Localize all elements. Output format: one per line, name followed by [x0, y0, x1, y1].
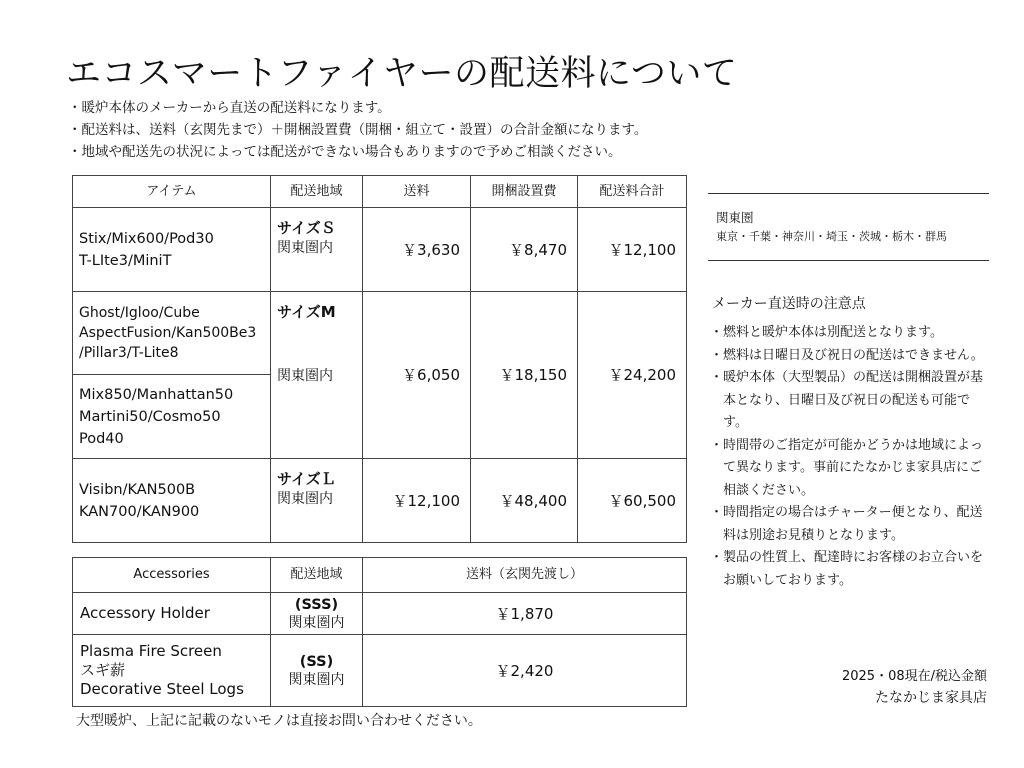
item-names: [73, 635, 271, 707]
area-cell: [271, 292, 363, 459]
item-names: [73, 292, 271, 375]
item-names: [73, 459, 271, 543]
intro-notes: [68, 97, 647, 163]
intro-note: ・地域や配送先の状況によっては配送ができない場合もありますので予めご相談ください。: [68, 144, 622, 160]
item-name: Accessory Holder: [80, 604, 210, 622]
header-accessories: Accessories: [73, 558, 271, 593]
setup-value: ￥48,400: [471, 459, 578, 543]
shop-name: たなかじま家具店: [875, 690, 987, 706]
area-label: 関東圏内: [277, 368, 333, 384]
area-cell: [271, 635, 363, 707]
total-value: ￥60,500: [578, 459, 687, 543]
fee-value: ￥2,420: [363, 635, 687, 707]
header-setup: 開梱設置費: [471, 176, 578, 208]
intro-note: ・暖炉本体のメーカーから直送の配送料になります。: [68, 100, 391, 116]
list-item: ・燃料と暖炉本体は別配送となります。: [710, 325, 943, 340]
shipping-fee-table: [72, 175, 687, 543]
item-name: Stix/Mix600/Pod30: [79, 230, 214, 247]
size-label: (SSS): [294, 596, 339, 613]
area-cell: [271, 208, 363, 292]
item-names: [73, 208, 271, 292]
table-row: [73, 292, 687, 375]
total-value: ￥12,100: [578, 208, 687, 292]
header-area: 配送地域: [271, 176, 363, 208]
size-label: サイズM: [277, 303, 336, 321]
item-name: Visibn/KAN500B: [79, 481, 196, 498]
setup-value: ￥18,150: [471, 292, 578, 459]
accessories-table: [72, 557, 687, 707]
header-fee: 送料: [363, 176, 471, 208]
list-item: ・暖炉本体（大型製品）の配送は開梱設置が基本となり、日曜日及び祝日の配送も可能です。: [710, 370, 984, 430]
item-name: Plasma Fire Screen: [80, 642, 222, 660]
item-name: /Pillar3/T-Lite8: [79, 345, 179, 361]
fee-value: ￥1,870: [363, 593, 687, 635]
table-row: [73, 208, 687, 292]
table-row: [73, 593, 687, 635]
item-name: AspectFusion/Kan500Be3: [79, 325, 257, 341]
size-label: サイズＬ: [277, 470, 336, 488]
table-header-row: [73, 558, 687, 593]
size-label: (SS): [299, 653, 334, 670]
fee-value: ￥6,050: [363, 292, 471, 459]
table-row: [73, 635, 687, 707]
total-value: ￥24,200: [578, 292, 687, 459]
list-item: ・時間指定の場合はチャーター便となり、配送料は別途お見積りとなります。: [710, 505, 983, 543]
area-label: 関東圏内: [277, 240, 333, 256]
area-label: 関東圏内: [288, 671, 345, 688]
intro-note: ・配送料は、送料（玄関先まで）＋開梱設置費（開梱・組立て・設置）の合計金額になります。: [68, 122, 648, 138]
item-name: Decorative Steel Logs: [80, 680, 244, 698]
kanto-title: 関東圏: [716, 210, 754, 225]
table-row: [73, 459, 687, 543]
table-header-row: [73, 176, 687, 208]
kanto-region-box: [708, 193, 989, 261]
caution-list: [710, 322, 992, 592]
date-note: 2025・08現在/税込金額: [841, 669, 987, 684]
area-cell: [271, 459, 363, 543]
header-item: アイテム: [73, 176, 271, 208]
setup-value: ￥8,470: [471, 208, 578, 292]
item-names: [73, 375, 271, 459]
fee-value: ￥3,630: [363, 208, 471, 292]
list-item: ・時間帯のご指定が可能かどうかは地域によって異なります。事前にたなかじま家具店にご相談ください。: [710, 437, 984, 498]
area-cell: [271, 593, 363, 635]
area-label: 関東圏内: [277, 491, 333, 507]
header-fee: 送料（玄関先渡し）: [363, 558, 687, 593]
item-name: Pod40: [79, 430, 124, 447]
size-label: サイズＳ: [277, 219, 336, 237]
item-name: T-LIte3/MiniT: [79, 252, 172, 269]
caution-title: メーカー直送時の注意点: [712, 296, 866, 312]
item-names: [73, 593, 271, 635]
fee-value: ￥12,100: [363, 459, 471, 543]
list-item: ・製品の性質上、配達時にお客様のお立合いをお願いしております。: [710, 550, 984, 588]
item-name: スギ薪: [80, 661, 126, 679]
header-total: 配送料合計: [578, 176, 687, 208]
footer-note: 大型暖炉、上記に記載のないモノは直接お問い合わせください。: [76, 713, 482, 729]
item-name: Martini50/Cosmo50: [79, 408, 221, 425]
header-area: 配送地域: [271, 558, 363, 593]
item-name: Mix850/Manhattan50: [79, 386, 234, 403]
page-title: エコスマートファイヤーの配送料について: [66, 54, 738, 94]
area-label: 関東圏内: [288, 614, 345, 631]
list-item: ・燃料は日曜日及び祝日の配送はできません。: [710, 347, 984, 363]
item-name: KAN700/KAN900: [79, 503, 200, 520]
kanto-prefectures: 東京・千葉・神奈川・埼玉・茨城・栃木・群馬: [716, 230, 947, 243]
item-name: Ghost/Igloo/Cube: [79, 305, 200, 321]
